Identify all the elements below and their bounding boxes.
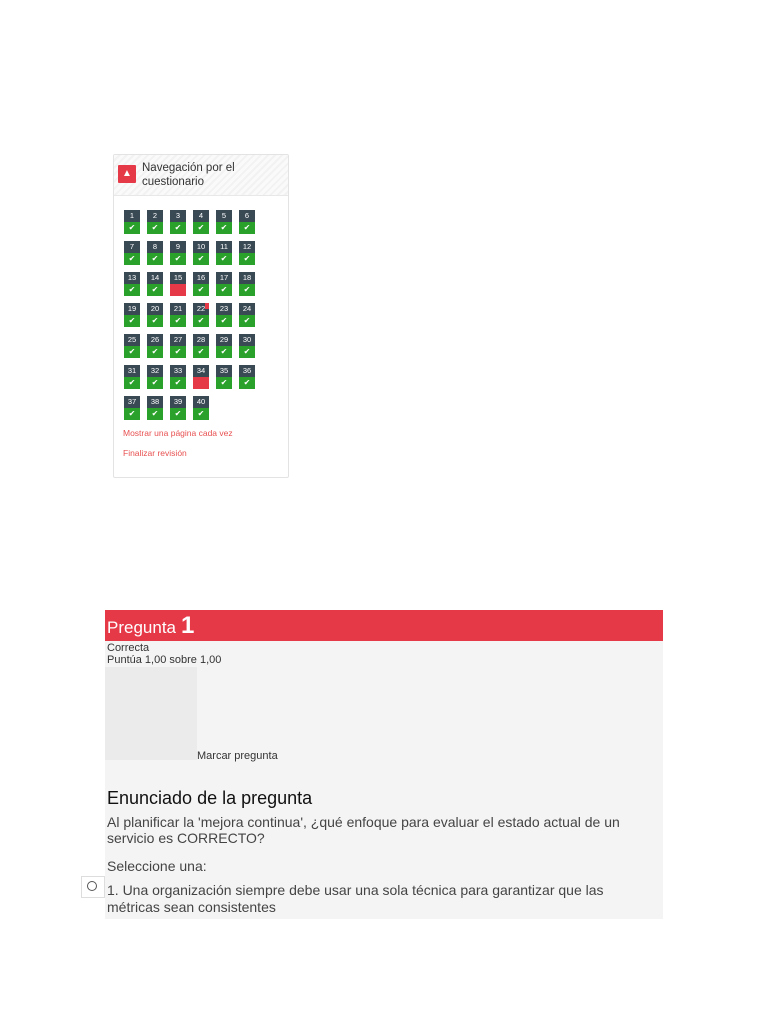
check-icon: ✔	[239, 222, 255, 234]
check-icon: ✔	[193, 284, 209, 296]
question-nav-button[interactable]	[147, 272, 163, 296]
question-nav-number: 18	[239, 272, 255, 284]
question-nav-button[interactable]	[193, 396, 209, 420]
answer-option-1-radio[interactable]	[81, 876, 105, 898]
question-nav-button[interactable]	[216, 334, 232, 358]
question-nav-number: 16	[193, 272, 209, 284]
check-icon: ✔	[193, 346, 209, 358]
check-icon: ✔	[239, 284, 255, 296]
question-nav-number: 26	[147, 334, 163, 346]
question-nav-number: 11	[216, 241, 232, 253]
question-nav-button[interactable]	[170, 303, 186, 327]
question-nav-number: 30	[239, 334, 255, 346]
question-nav-number: 31	[124, 365, 140, 377]
question-nav-number: 19	[124, 303, 140, 315]
question-header	[105, 610, 663, 641]
question-nav-button[interactable]	[216, 303, 232, 327]
check-icon: ✔	[170, 346, 186, 358]
question-nav-number: 12	[239, 241, 255, 253]
question-nav-button[interactable]	[147, 365, 163, 389]
check-icon: ✔	[239, 346, 255, 358]
question-nav-button[interactable]	[193, 241, 209, 265]
flag-question-link[interactable]: Marcar pregunta	[197, 750, 278, 762]
question-nav-number: 36	[239, 365, 255, 377]
show-one-page-link[interactable]: Mostrar una página cada vez	[123, 428, 233, 438]
check-icon: ✔	[124, 377, 140, 389]
question-nav-button[interactable]	[239, 272, 255, 296]
check-icon: ✔	[124, 284, 140, 296]
question-nav-number: 3	[170, 210, 186, 222]
question-info	[107, 642, 221, 666]
check-icon: ✔	[124, 408, 140, 420]
question-nav-number: 15	[170, 272, 186, 284]
check-icon: ✔	[239, 315, 255, 327]
nav-header	[114, 155, 288, 196]
question-grid	[124, 210, 274, 420]
question-nav-button[interactable]	[170, 210, 186, 234]
question-nav-button[interactable]	[170, 365, 186, 389]
question-nav-button[interactable]	[193, 334, 209, 358]
check-icon: ✔	[216, 346, 232, 358]
question-nav-number: 2	[147, 210, 163, 222]
check-icon: ✔	[124, 315, 140, 327]
question-nav-button[interactable]	[216, 365, 232, 389]
question-nav-button[interactable]	[170, 396, 186, 420]
question-nav-number: 39	[170, 396, 186, 408]
check-icon: ✔	[170, 253, 186, 265]
question-nav-number: 5	[216, 210, 232, 222]
question-nav-button[interactable]	[124, 303, 140, 327]
question-nav-button[interactable]	[147, 396, 163, 420]
select-prompt: Seleccione una:	[107, 858, 207, 874]
finish-review-link[interactable]: Finalizar revisión	[123, 448, 187, 458]
question-nav-button[interactable]	[124, 241, 140, 265]
check-icon: ✔	[147, 222, 163, 234]
check-icon: ✔	[124, 253, 140, 265]
check-icon: ✔	[170, 222, 186, 234]
question-nav-button[interactable]	[124, 396, 140, 420]
question-nav-number: 27	[170, 334, 186, 346]
question-nav-button[interactable]	[239, 210, 255, 234]
question-nav-number: 10	[193, 241, 209, 253]
check-icon: ✔	[124, 222, 140, 234]
question-nav-button[interactable]	[193, 272, 209, 296]
check-icon: ✔	[147, 346, 163, 358]
question-state: Correcta	[107, 642, 150, 654]
question-nav-number: 22	[193, 303, 209, 315]
check-icon: ✔	[147, 284, 163, 296]
question-nav-number: 37	[124, 396, 140, 408]
check-icon: ✔	[239, 253, 255, 265]
question-number: 1	[181, 612, 195, 639]
question-nav-number: 34	[193, 365, 209, 377]
question-nav-button[interactable]	[147, 210, 163, 234]
check-icon: ✔	[124, 346, 140, 358]
question-nav-button[interactable]	[170, 334, 186, 358]
question-label: Pregunta	[107, 618, 176, 637]
quiz-navigation-panel	[113, 154, 289, 478]
question-nav-button[interactable]	[147, 241, 163, 265]
question-nav-button[interactable]	[147, 334, 163, 358]
check-icon: ✔	[170, 377, 186, 389]
question-nav-button[interactable]	[193, 365, 209, 389]
question-nav-button[interactable]	[193, 303, 209, 327]
answer-option-1[interactable]: 1. Una organización siempre debe usar una sola técnica para garantizar que las métricas sean consistentes	[107, 882, 604, 915]
question-nav-button[interactable]	[239, 303, 255, 327]
question-nav-number: 9	[170, 241, 186, 253]
question-block	[105, 610, 663, 919]
incorrect-status-icon	[170, 284, 186, 296]
check-icon: ✔	[193, 408, 209, 420]
flag-icon[interactable]	[105, 667, 197, 760]
question-nav-number: 4	[193, 210, 209, 222]
question-nav-number: 25	[124, 334, 140, 346]
question-nav-button[interactable]	[239, 334, 255, 358]
question-nav-number: 24	[239, 303, 255, 315]
question-nav-number: 20	[147, 303, 163, 315]
question-nav-button[interactable]	[216, 210, 232, 234]
question-nav-number: 32	[147, 365, 163, 377]
question-nav-number: 29	[216, 334, 232, 346]
check-icon: ✔	[239, 377, 255, 389]
check-icon: ✔	[216, 315, 232, 327]
check-icon: ✔	[147, 253, 163, 265]
question-nav-button[interactable]	[124, 272, 140, 296]
question-nav-number: 28	[193, 334, 209, 346]
question-nav-number: 8	[147, 241, 163, 253]
pin-icon[interactable]: ▲	[118, 165, 136, 183]
check-icon: ✔	[170, 315, 186, 327]
check-icon: ✔	[193, 315, 209, 327]
question-nav-number: 38	[147, 396, 163, 408]
question-grade: Puntúa 1,00 sobre 1,00	[107, 654, 222, 666]
question-nav-button[interactable]	[216, 272, 232, 296]
check-icon: ✔	[193, 253, 209, 265]
question-text: Al planificar la 'mejora continua', ¿qué enfoque para evaluar el estado actual de un servicio es CORRECTO?	[107, 814, 620, 846]
question-nav-number: 6	[239, 210, 255, 222]
nav-title: Navegación por el cuestionario	[142, 162, 235, 188]
question-nav-button[interactable]	[124, 334, 140, 358]
question-nav-number: 1	[124, 210, 140, 222]
check-icon: ✔	[216, 222, 232, 234]
check-icon: ✔	[193, 222, 209, 234]
question-nav-button[interactable]	[239, 241, 255, 265]
check-icon: ✔	[216, 253, 232, 265]
question-nav-number: 13	[124, 272, 140, 284]
question-nav-number: 21	[170, 303, 186, 315]
question-nav-number: 40	[193, 396, 209, 408]
question-nav-number: 35	[216, 365, 232, 377]
question-nav-number: 33	[170, 365, 186, 377]
question-nav-button[interactable]	[124, 365, 140, 389]
check-icon: ✔	[216, 377, 232, 389]
incorrect-status-icon	[193, 377, 209, 389]
question-nav-button[interactable]	[170, 241, 186, 265]
question-nav-number: 17	[216, 272, 232, 284]
question-nav-number: 7	[124, 241, 140, 253]
question-nav-number: 23	[216, 303, 232, 315]
question-nav-button[interactable]	[170, 272, 186, 296]
question-nav-button[interactable]	[147, 303, 163, 327]
question-heading: Enunciado de la pregunta	[107, 787, 313, 808]
question-nav-number: 14	[147, 272, 163, 284]
question-nav-button[interactable]	[216, 241, 232, 265]
check-icon: ✔	[147, 408, 163, 420]
question-nav-button[interactable]	[124, 210, 140, 234]
check-icon: ✔	[147, 377, 163, 389]
question-nav-button[interactable]	[193, 210, 209, 234]
question-nav-button[interactable]	[239, 365, 255, 389]
check-icon: ✔	[216, 284, 232, 296]
check-icon: ✔	[147, 315, 163, 327]
check-icon: ✔	[170, 408, 186, 420]
